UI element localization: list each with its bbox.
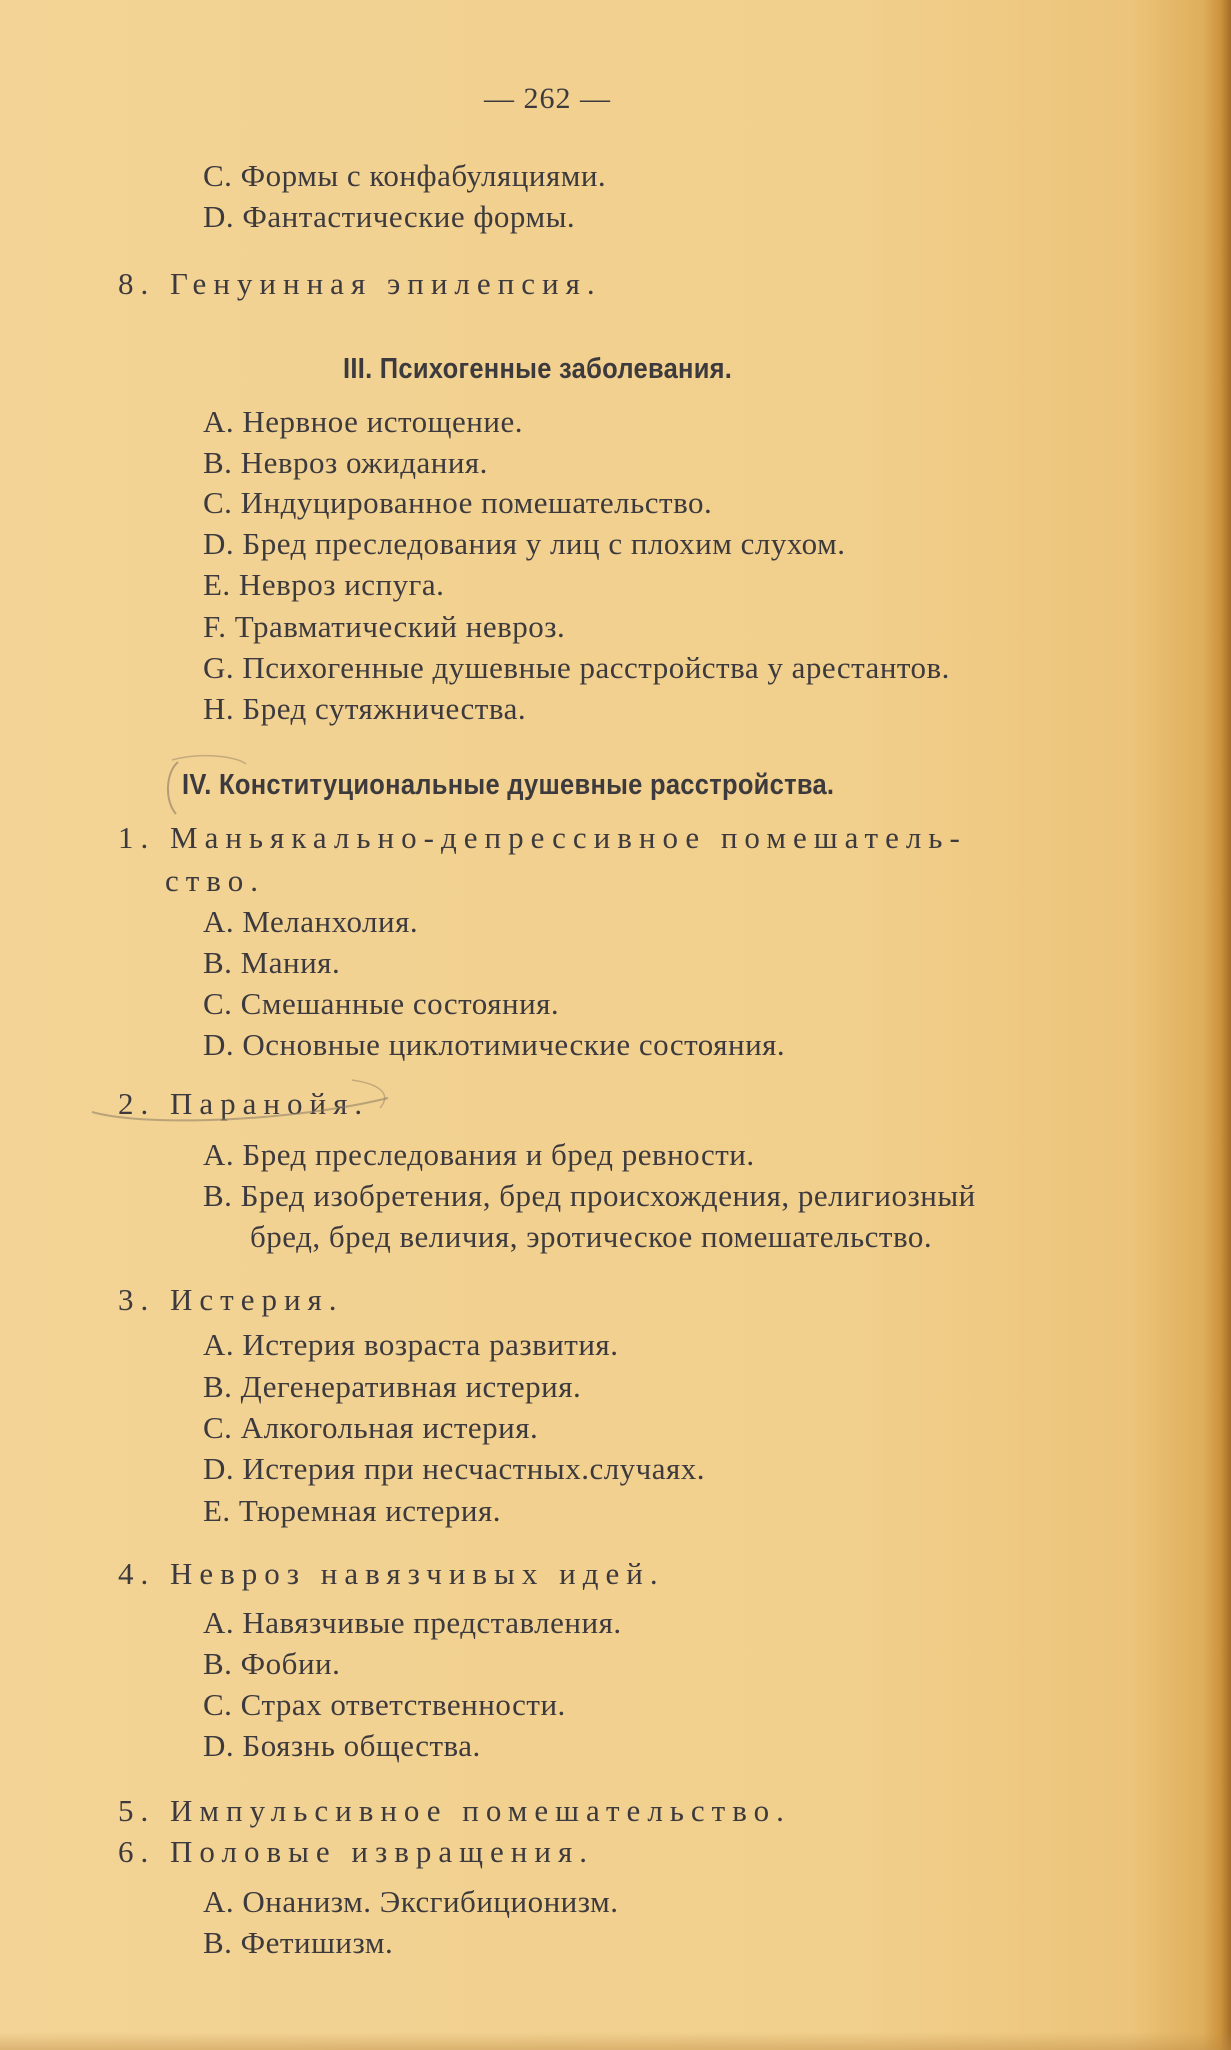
list-item-continuation: бред, бред величия, эротическое помешательство. — [250, 1219, 933, 1254]
item-1-continuation: ство. — [165, 863, 265, 898]
list-item: A. Бред преследования и бред ревности. — [203, 1137, 755, 1172]
subitem-d-fantastic: D. Фантастические формы. — [203, 199, 576, 234]
list-item: H. Бред сутяжничества. — [203, 691, 527, 726]
item-2-paranoia: 2. Паранойя. — [118, 1086, 370, 1121]
page-number: — 262 — — [484, 82, 611, 115]
list-item: B. Невроз ожидания. — [203, 445, 488, 480]
list-item: A. Онанизм. Эксгибиционизм. — [203, 1884, 619, 1919]
list-item: D. Боязнь общества. — [203, 1728, 481, 1763]
item-8-epilepsy: 8. Генуинная эпилепсия. — [118, 266, 602, 301]
item-5-impulsive: 5. Импульсивное помешательство. — [118, 1793, 791, 1828]
list-item: E. Невроз испуга. — [203, 567, 445, 602]
item-4-obsessive-neurosis: 4. Невроз навязчивых идей. — [118, 1556, 665, 1591]
subitem-c-confabulation: C. Формы с конфабуляциями. — [203, 158, 607, 193]
list-item: B. Дегенеративная истерия. — [203, 1369, 582, 1404]
list-item: A. Истерия возраста развития. — [203, 1327, 619, 1362]
section-heading-iv: IV. Конституциональные душевные расстройства. — [182, 769, 835, 801]
list-item: C. Страх ответственности. — [203, 1687, 566, 1722]
list-item: A. Навязчивые представления. — [203, 1605, 622, 1640]
item-6-sexual-perversions: 6. Половые извращения. — [118, 1834, 594, 1869]
section-heading-iii: III. Психогенные заболевания. — [343, 353, 733, 385]
list-item: E. Тюремная истерия. — [203, 1493, 501, 1528]
list-item: B. Мания. — [203, 945, 341, 980]
list-item: C. Алкогольная истерия. — [203, 1410, 539, 1445]
list-item: D. Истерия при несчастных.случаях. — [203, 1451, 706, 1486]
list-item: D. Основные циклотимические состояния. — [203, 1027, 786, 1062]
item-1-manic-depressive: 1. Маньякально-депрессивное помешатель- — [118, 820, 967, 855]
list-item: A. Нервное истощение. — [203, 404, 523, 439]
list-item: C. Смешанные состояния. — [203, 986, 560, 1021]
list-item: F. Травматический невроз. — [203, 609, 566, 644]
list-item: A. Меланхолия. — [203, 904, 419, 939]
list-item: D. Бред преследования у лиц с плохим слухом. — [203, 526, 846, 561]
list-item: G. Психогенные душевные расстройства у арестантов. — [203, 650, 950, 685]
list-item: B. Бред изобретения, бред происхождения, религиозный — [203, 1178, 976, 1213]
page-edge-shadow — [1203, 0, 1231, 2050]
page-bottom-shadow — [0, 2032, 1231, 2050]
list-item: B. Фетишизм. — [203, 1925, 394, 1960]
item-3-hysteria: 3. Истерия. — [118, 1282, 344, 1317]
list-item: B. Фобии. — [203, 1646, 341, 1681]
list-item: C. Индуцированное помешательство. — [203, 485, 713, 520]
